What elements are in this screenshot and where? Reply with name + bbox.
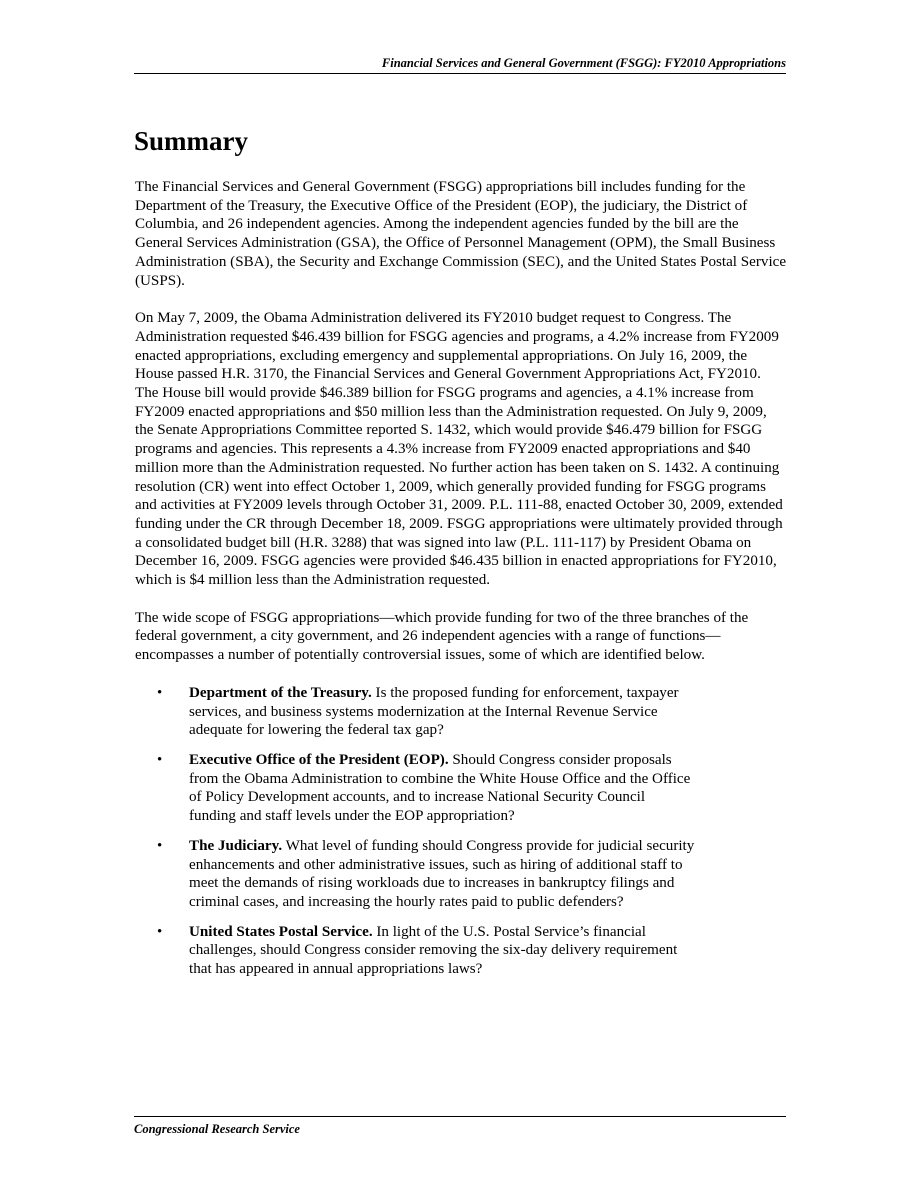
bullet-icon: • xyxy=(157,684,163,701)
issue-lead: Department of the Treasury. xyxy=(189,684,372,701)
summary-paragraph: On May 7, 2009, the Obama Administration delivered its FY2010 budget request to Congress. The Administration requested $46.439 billion for FSGG agencies and programs, a 4.2% increase from FY2009 enacted appropriations, excluding emergency and supplemental appropriations. On July 16, 2009, the House passed H.R. 3170, the Financial Services and General Government Appropriations Act, FY2010. The House bill would provide $46.389 billion for FSGG programs and agencies, a 4.1% increase from FY2009 enacted appropriations and $50 million less than the Administration requested. On July 9, 2009, the Senate Appropriations Committee reported S. 1432, which would provide $46.479 billion for FSGG programs and agencies. This represents a 4.3% increase from FY2009 enacted appropriations and $40 million more than the Administration requested. No further action has been taken on S. 1432. A continuing resolution (CR) went into effect October 1, 2009, which generally provided funding for FSGG programs and activities at FY2009 levels through October 31, 2009. P.L. 111-88, enacted October 30, 2009, extended funding under the CR through December 18, 2009. FSGG appropriations were ultimately provided through a consolidated budget bill (H.R. 3288) that was signed into law (P.L. 111-117) by President Obama on December 16, 2009. FSGG agencies were provided $46.435 billion in enacted appropriations for FY2010, which is $4 million less than the Administration requested. xyxy=(135,310,783,589)
issues-list xyxy=(135,684,695,979)
bullet-icon: • xyxy=(157,751,163,768)
issue-text: In light of the U.S. Postal Service’s financial challenges, should Congress consider removing the six-day delivery requirement that has appeared in annual appropriations laws? xyxy=(189,923,678,978)
issue-lead: United States Postal Service. xyxy=(189,923,373,940)
list-item xyxy=(135,923,695,979)
running-footer: Congressional Research Service xyxy=(134,1116,786,1137)
page-title: Summary xyxy=(134,126,248,156)
issue-text: Should Congress consider proposals from the Obama Administration to combine the White House Office and the Office of Policy Development accounts, and to increase National Security Council funding and staff levels under the EOP appropriation? xyxy=(189,751,691,825)
list-item xyxy=(135,837,695,912)
summary-body xyxy=(135,178,787,990)
list-item xyxy=(135,751,695,826)
bullet-icon: • xyxy=(157,837,163,854)
issue-lead: Executive Office of the President (EOP). xyxy=(189,751,449,768)
running-header: Financial Services and General Government (FSGG): FY2010 Appropriations xyxy=(134,55,786,74)
list-item xyxy=(135,684,695,740)
summary-paragraph: The Financial Services and General Government (FSGG) appropriations bill includes funding for the Department of the Treasury, the Executive Office of the President (EOP), the judiciary, the District of Columbia, and 26 independent agencies. Among the independent agencies funded by the bill are the General Services Administration (GSA), the Office of Personnel Management (OPM), the Small Business Administration (SBA), the Security and Exchange Commission (SEC), and the United States Postal Service (USPS). xyxy=(135,179,787,289)
bullet-icon: • xyxy=(157,923,163,940)
issue-text: What level of funding should Congress provide for judicial security enhancements and other administrative issues, such as hiring of additional staff to meet the demands of rising workloads due to increases in bankruptcy filings and criminal cases, and increasing the hourly rates paid to public defenders? xyxy=(189,837,695,910)
issue-lead: The Judiciary. xyxy=(189,837,283,854)
issue-text: Is the proposed funding for enforcement, taxpayer services, and business systems modernization at the Internal Revenue Service adequate for lowering the federal tax gap? xyxy=(189,684,679,739)
summary-paragraph: The wide scope of FSGG appropriations—which provide funding for two of the three branches of the federal government, a city government, and 26 independent agencies with a range of functions—encompasses a number of potentially controversial issues, some of which are identified below. xyxy=(135,609,749,664)
